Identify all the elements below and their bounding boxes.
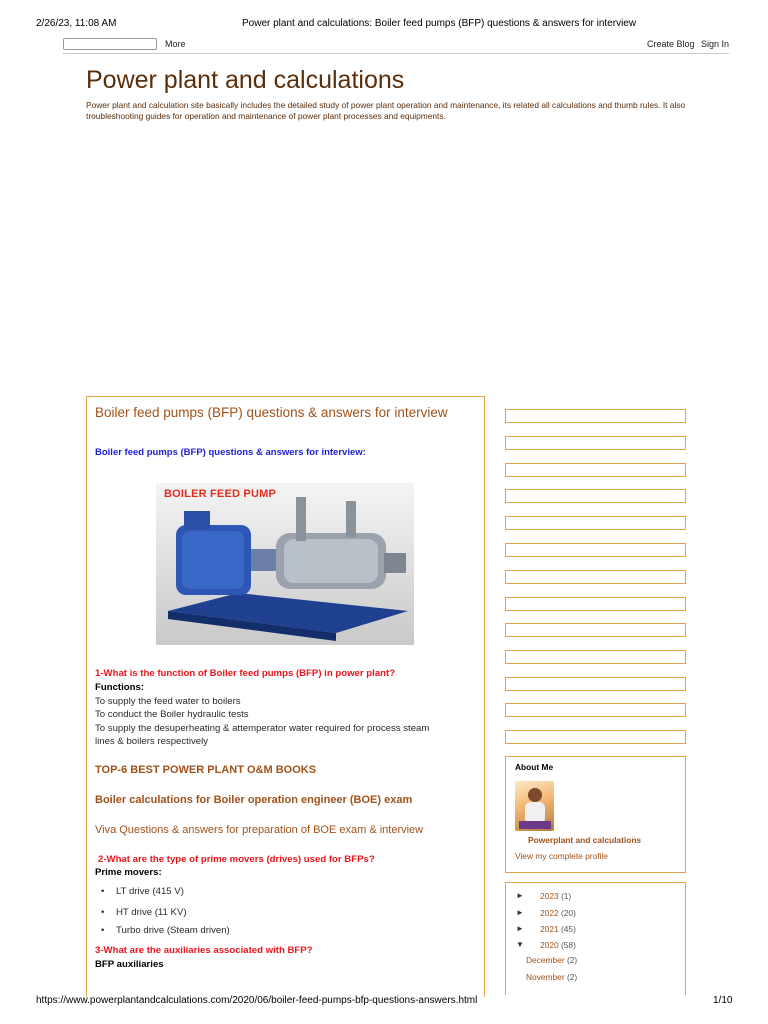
- function-item: To conduct the Boiler hydraulic tests: [95, 709, 249, 720]
- sidebar-widget-box: [505, 703, 686, 717]
- link-boe-viva[interactable]: Viva Questions & answers for preparation of BOE exam & interview: [95, 824, 424, 836]
- print-doc-title: Power plant and calculations: Boiler feed pumps (BFP) questions & answers for interview: [242, 18, 637, 29]
- print-datetime: 2/26/23, 11:08 AM: [36, 18, 117, 29]
- question-2: 2-What are the type of prime movers (drives) used for BFPs?: [98, 854, 375, 865]
- sidebar-widget-box: [505, 623, 686, 637]
- print-page-number: 1/10: [713, 995, 733, 1006]
- view-profile-link[interactable]: View my complete profile: [515, 851, 608, 861]
- sidebar-widget-box: [505, 409, 686, 423]
- expand-triangle-icon[interactable]: ►: [516, 908, 524, 917]
- question-3: 3-What are the auxiliaries associated with BFP?: [95, 945, 313, 956]
- blog-description: Power plant and calculation site basically includes the detailed study of power plant operation and maintenance, its related all calculations and thumb rules. It also troubleshooting guides for operation and maintenance of power plant processes and equipments.: [86, 100, 686, 121]
- aux-label: BFP auxiliaries: [95, 959, 164, 970]
- functions-label: Functions:: [95, 682, 145, 693]
- blog-title[interactable]: Power plant and calculations: [86, 66, 405, 94]
- sidebar-widget-box: [505, 730, 686, 744]
- about-me-title: About Me: [515, 762, 554, 772]
- expand-triangle-icon[interactable]: ►: [516, 891, 524, 900]
- sidebar-widget-box: [505, 463, 686, 477]
- sidebar-widget-box: [505, 543, 686, 557]
- post-subtitle: Boiler feed pumps (BFP) questions & answers for interview:: [95, 447, 366, 458]
- link-top6-books[interactable]: TOP-6 BEST POWER PLANT O&M BOOKS: [95, 764, 317, 776]
- profile-name[interactable]: Powerplant and calculations: [528, 835, 642, 845]
- prime-movers-label: Prime movers:: [95, 867, 162, 878]
- sidebar-widget-box: [505, 570, 686, 584]
- navbar-search-input[interactable]: [63, 38, 157, 50]
- function-item: To supply the feed water to boilers: [95, 696, 241, 707]
- collapse-triangle-icon[interactable]: ▼: [516, 940, 524, 949]
- sidebar-widget-box: [505, 436, 686, 450]
- sidebar-widget-box: [505, 650, 686, 664]
- navbar-more-link[interactable]: More: [165, 39, 186, 49]
- question-1: 1-What is the function of Boiler feed pumps (BFP) in power plant?: [95, 668, 396, 679]
- navbar-divider: [63, 53, 729, 54]
- pump-image-label: BOILER FEED PUMP: [164, 488, 276, 500]
- avatar[interactable]: [515, 781, 554, 831]
- boiler-feed-pump-image: [156, 483, 414, 645]
- pump-illustration: [156, 483, 414, 645]
- create-blog-link[interactable]: Create Blog: [647, 39, 695, 49]
- sidebar-widget-box: [505, 597, 686, 611]
- sign-in-link[interactable]: Sign In: [701, 39, 730, 49]
- print-url: https://www.powerplantandcalculations.com/2020/06/boiler-feed-pumps-bfp-questions-answers.html: [36, 995, 478, 1006]
- expand-triangle-icon[interactable]: ►: [516, 924, 524, 933]
- sidebar-widget-box: [505, 516, 686, 530]
- function-item: lines & boilers respectively: [95, 736, 209, 747]
- link-boe-calculations[interactable]: Boiler calculations for Boiler operation engineer (BOE) exam: [95, 794, 413, 806]
- sidebar-widget-box: [505, 489, 686, 503]
- function-item: To supply the desuperheating & attemperator water required for process steam: [95, 723, 430, 734]
- sidebar-widget-box: [505, 677, 686, 691]
- post-title[interactable]: Boiler feed pumps (BFP) questions & answers for interview: [95, 405, 448, 420]
- avatar-figure-icon: [515, 781, 554, 831]
